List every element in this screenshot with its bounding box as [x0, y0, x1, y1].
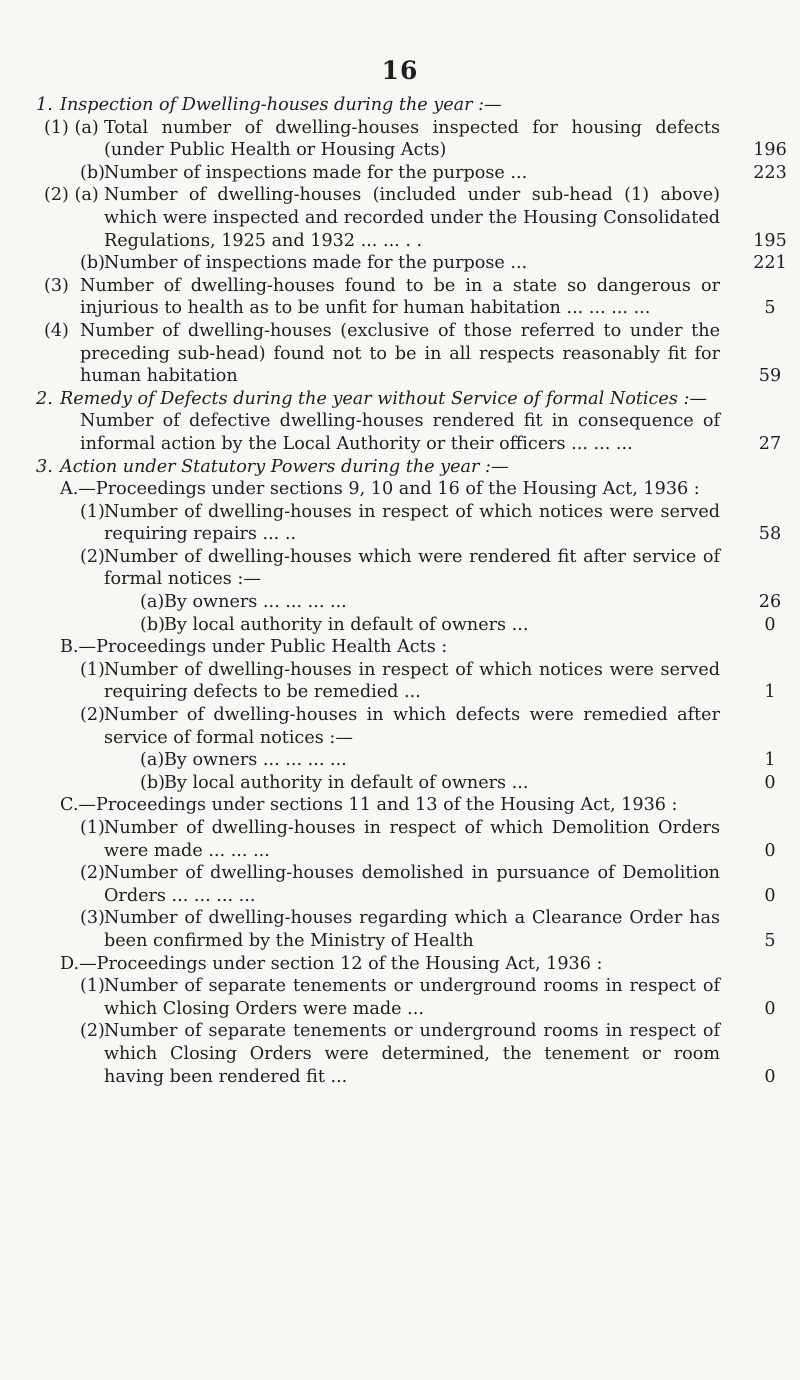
section-1-heading: [0, 94, 800, 117]
document-body: [0, 94, 800, 1088]
item-text: Number of dwelling-houses in respect of which notices were served requiring defects to be remedied ...: [104, 659, 720, 703]
item-text: Number of dwelling-houses in respect of which Demolition Orders were made ... ... ...: [104, 818, 720, 861]
item-value: 1: [764, 750, 776, 771]
section-title: Inspection of Dwelling-houses during the year :—: [60, 95, 502, 115]
item-1-2a: [0, 184, 800, 252]
item-value: 0: [764, 772, 776, 793]
subsection-c-heading: [0, 794, 800, 817]
item-value: 5: [764, 298, 776, 319]
item-text: Number of dwelling-houses found to be in a state so dangerous or injurious to health as to be unfit for human habitation ... ... ... ...: [80, 275, 720, 319]
item-text: Number of inspections made for the purpose ...: [104, 162, 528, 183]
section-3-heading: [0, 456, 800, 479]
subsection-text: C.—Proceedings under sections 11 and 13 of the Housing Act, 1936 :: [60, 795, 678, 816]
item-label: (b): [140, 772, 165, 793]
item-1-4: [0, 320, 800, 388]
section-title: Action under Statutory Powers during the year :—: [60, 456, 509, 477]
item-text: Number of defective dwelling-houses rendered fit in consequence of informal action by the Local Authority or their officers ... ... ...: [80, 411, 720, 454]
item-label: (2): [80, 1021, 105, 1042]
item-c-1: [0, 817, 800, 862]
item-label: (1) (a): [44, 117, 99, 138]
item-label: (2): [80, 863, 105, 884]
item-value: 0: [764, 885, 776, 906]
item-a-2: [0, 546, 800, 591]
item-text: By local authority in default of owners ...: [164, 614, 529, 635]
item-label: (1): [80, 659, 105, 680]
item-value: 223: [753, 162, 787, 183]
item-1-3: [0, 275, 800, 320]
item-value: 5: [764, 930, 776, 951]
item-value: 0: [764, 998, 776, 1019]
item-label: (3): [80, 908, 105, 929]
item-text: Number of separate tenements or underground rooms in respect of which Closing Orders were determined, the tenement or room having been rendered fit ...: [104, 1021, 720, 1087]
item-text: Number of separate tenements or underground rooms in respect of which Closing Orders were made ...: [104, 976, 720, 1019]
item-label: (a): [140, 750, 165, 771]
subsection-text: A.—Proceedings under sections 9, 10 and 16 of the Housing Act, 1936 :: [60, 479, 700, 500]
item-label: (b): [80, 253, 105, 274]
item-text: By owners ... ... ... ...: [164, 750, 347, 771]
section-number: 3.: [36, 456, 53, 477]
item-c-3: [0, 907, 800, 952]
item-label: (1): [80, 818, 105, 838]
item-value: 0: [764, 1066, 776, 1087]
page-number: 16: [381, 56, 419, 85]
item-value: 1: [764, 682, 776, 703]
item-value: 0: [764, 614, 776, 635]
item-1-1a: [0, 117, 800, 162]
section-number: 2.: [36, 388, 53, 409]
item-value: 58: [758, 524, 782, 545]
item-value: 0: [764, 840, 776, 861]
item-label: (3): [44, 275, 69, 296]
item-a-1: [0, 501, 800, 546]
item-label: (b): [80, 162, 105, 183]
item-label: (2) (a): [44, 185, 99, 206]
item-a-2a: [0, 591, 800, 614]
section-2-item: [0, 410, 800, 455]
item-c-2: [0, 862, 800, 907]
item-value: 195: [753, 230, 787, 251]
item-1-1b: [0, 162, 800, 185]
subsection-text: B.—Proceedings under Public Health Acts :: [60, 637, 448, 658]
item-text: Number of dwelling-houses which were rendered fit after service of formal notices :—: [104, 546, 720, 590]
item-1-2b: [0, 252, 800, 275]
item-d-2: [0, 1020, 800, 1088]
item-b-2a: [0, 749, 800, 772]
section-number: 1.: [36, 95, 53, 115]
subsection-b-heading: [0, 636, 800, 659]
item-label: (b): [140, 614, 165, 635]
item-text: By local authority in default of owners ...: [164, 772, 529, 793]
item-text: Total number of dwelling-houses inspected for housing defects (under Public Health or Housing Acts): [104, 117, 720, 161]
item-label: (2): [80, 546, 105, 567]
item-value: 26: [758, 592, 782, 613]
item-value: 196: [753, 140, 787, 161]
item-d-1: [0, 975, 800, 1020]
item-text: Number of dwelling-houses in which defects were remedied after service of formal notices :—: [104, 705, 720, 748]
item-a-2b: [0, 614, 800, 637]
section-2-heading: [0, 388, 800, 411]
subsection-d-heading: [0, 953, 800, 976]
subsection-text: D.—Proceedings under section 12 of the Housing Act, 1936 :: [60, 953, 603, 974]
item-b-1: [0, 659, 800, 704]
section-title: Remedy of Defects during the year without Service of formal Notices :—: [60, 388, 707, 409]
item-text: Number of dwelling-houses (exclusive of those referred to under the preceding sub-head) found not to be in all respects reasonably fit for human habitation: [80, 320, 720, 387]
item-label: (1): [80, 976, 105, 997]
item-text: Number of inspections made for the purpose ...: [104, 253, 528, 274]
item-text: Number of dwelling-houses in respect of which notices were served requiring repairs ... ..: [104, 501, 720, 545]
item-value: 27: [758, 433, 782, 454]
item-value: 221: [753, 253, 787, 274]
item-label: (4): [44, 320, 69, 341]
item-text: By owners ... ... ... ...: [164, 592, 347, 613]
item-b-2: [0, 704, 800, 749]
item-text: Number of dwelling-houses regarding which a Clearance Order has been confirmed by the Ministry of Health: [104, 908, 720, 951]
item-label: (1): [80, 501, 105, 522]
item-text: Number of dwelling-houses (included under sub-head (1) above) which were inspected and recorded under the Housing Consolidated Regulations, 1925 and 1932 ... ... . .: [104, 185, 720, 251]
subsection-a-heading: [0, 478, 800, 501]
item-text: Number of dwelling-houses demolished in pursuance of Demolition Orders ... ... ... ...: [104, 863, 720, 906]
item-b-2b: [0, 772, 800, 795]
item-label: (a): [140, 592, 165, 613]
item-value: 59: [758, 366, 782, 387]
item-label: (2): [80, 705, 105, 726]
